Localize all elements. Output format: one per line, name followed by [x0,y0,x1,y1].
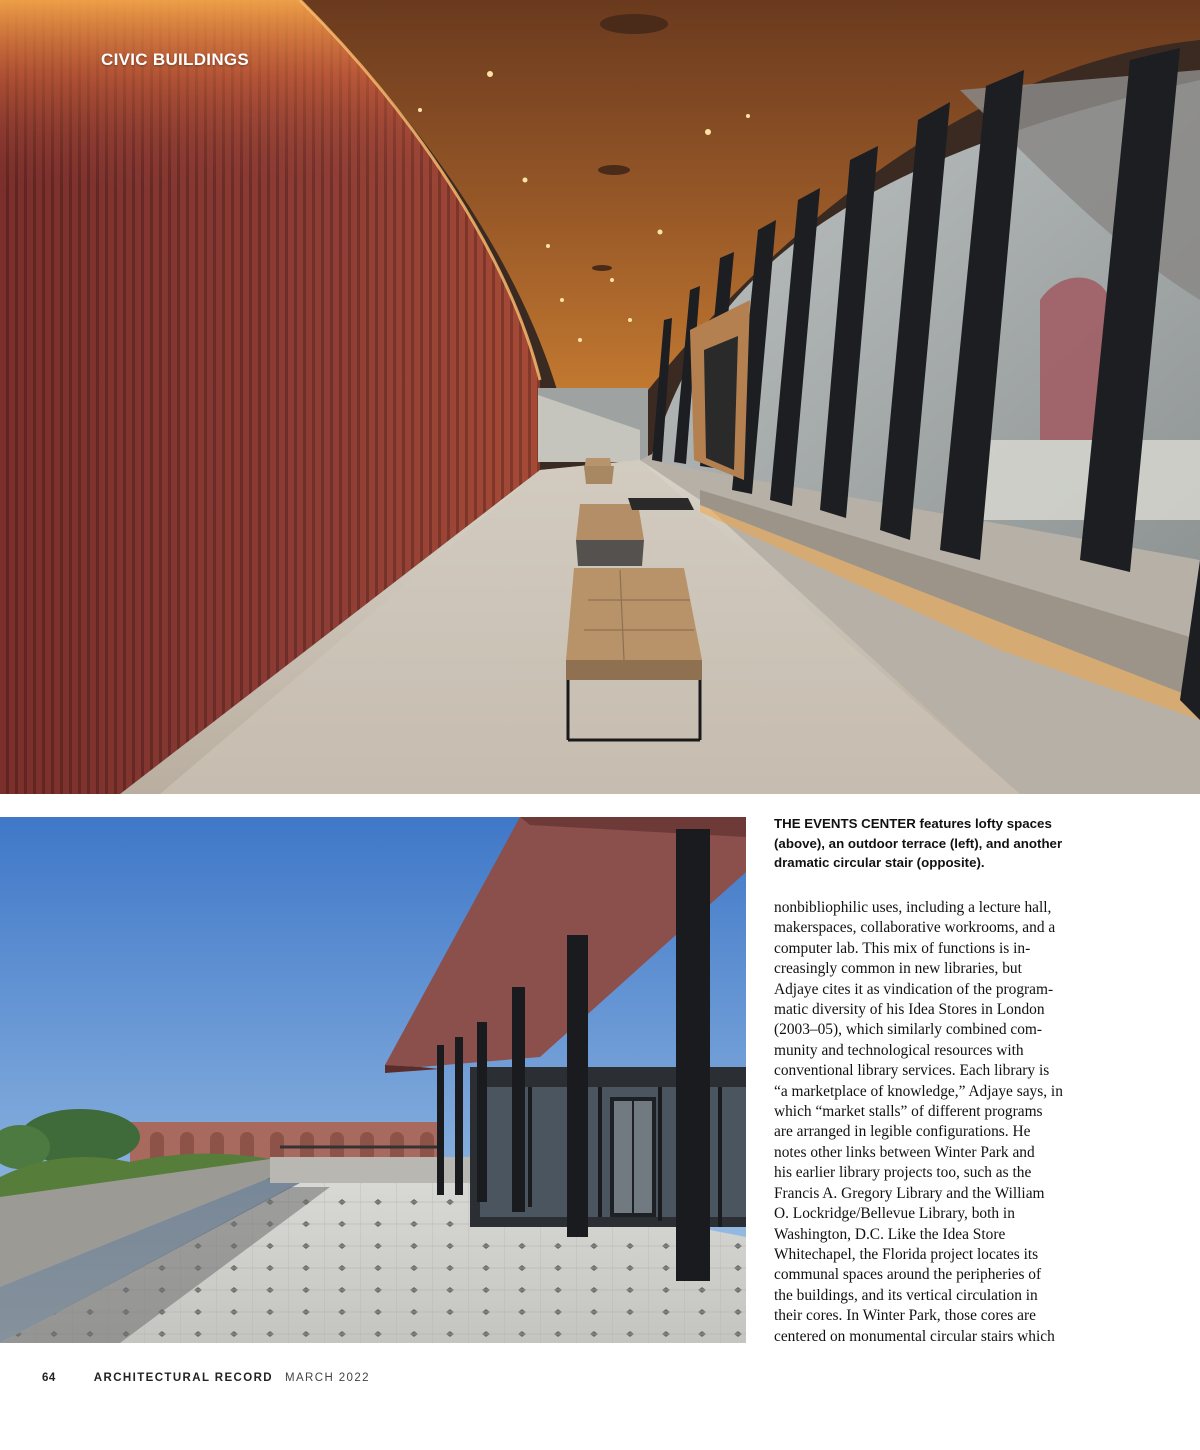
body-line: Washington, D.C. Like the Idea Store [774,1225,1006,1243]
page-number: 64 [42,1372,56,1384]
body-line: Whitechapel, the Florida project locates its [774,1245,1039,1263]
body-line: creasingly common in new libraries, but [774,960,1022,978]
outdoor-terrace-photo [0,817,746,1343]
body-line: communal spaces around the peripheries of [774,1266,1042,1284]
body-line: centered on monumental circular stairs which [774,1327,1055,1345]
body-line: are arranged in legible configurations. He [774,1123,1031,1141]
body-line: computer lab. This mix of functions is in- [774,939,1031,957]
caption-lead: THE EVENTS CENTER [774,816,916,831]
body-line: O. Lockridge/Bellevue Library, both in [774,1205,1015,1223]
section-label: CIVIC BUILDINGS [101,50,250,69]
body-line: “a marketplace of knowledge,” Adjaye says, in [774,1082,1063,1100]
body-line: (2003–05), which similarly combined com- [774,1021,1042,1039]
body-line: his earlier library projects too, such as the [774,1164,1032,1182]
publication-name: ARCHITECTURAL RECORD [93,1372,273,1384]
body-line: matic diversity of his Idea Stores in London [774,1001,1045,1019]
body-line: makerspaces, collaborative workrooms, and a [774,919,1056,937]
body-line: munity and technological resources with [774,1041,1024,1059]
body-line: their cores. In Winter Park, those cores are [774,1307,1036,1325]
body-line: Francis A. Gregory Library and the William [774,1184,1045,1202]
article-body-text [774,898,1114,1347]
body-line: notes other links between Winter Park and [774,1143,1035,1161]
issue-date: MARCH 2022 [285,1372,370,1384]
terrace-photo-illustration [0,817,746,1343]
caption-text: features lofty spaces (above), an outdoor terrace (left), and another dramatic circular stair (opposite). [774,816,1063,870]
body-line: Adjaye cites it as vindication of the program- [774,980,1054,998]
body-line: conventional library services. Each library is [774,1062,1050,1080]
body-line: the buildings, and its vertical circulation in [774,1286,1038,1304]
page-footer [42,1372,370,1384]
photo-caption [774,814,1104,873]
body-line: nonbibliophilic uses, including a lecture hall, [774,899,1052,916]
body-line: which “market stalls” of different programs [774,1103,1043,1121]
